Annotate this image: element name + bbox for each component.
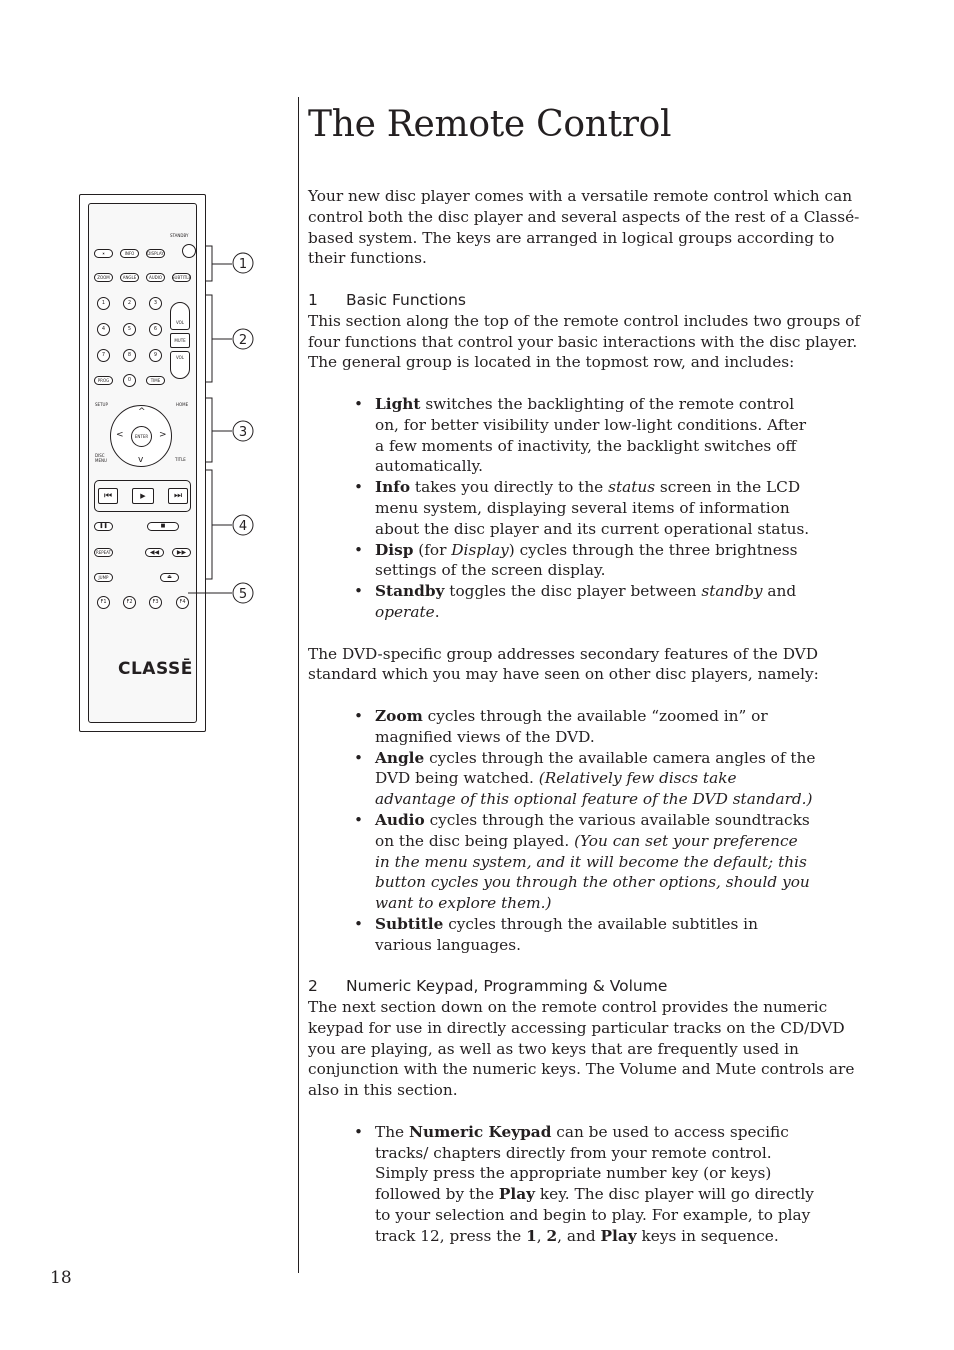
rewind-icon: ◀◀: [149, 548, 160, 556]
digit-7-button: 7: [97, 349, 110, 362]
section-2-number: 2: [308, 977, 318, 996]
info-button: INFO: [120, 249, 139, 258]
callout-circle-5: [233, 583, 253, 603]
list-item-subtitle: • Subtitle cycles through the available subtitles in various languages.: [346, 914, 816, 956]
digit-1-button: 1: [97, 297, 110, 310]
dvd-functions-list: [346, 706, 816, 956]
volume-up-button: VOL: [170, 302, 190, 330]
standby-button: [182, 244, 196, 258]
bracket-section-4: [206, 470, 212, 579]
section-1-intro: This section along the top of the remote control includes two groups of four functions that control your basic interactions with the disc player. The general group is located in the topmost row, and includes:: [308, 311, 861, 372]
page-number: 18: [50, 1268, 72, 1288]
body-text: [308, 186, 868, 1247]
bracket-section-3: [206, 398, 212, 462]
angle-button: ANGLE: [120, 273, 139, 282]
skip-previous-icon: ⏮: [103, 490, 113, 501]
f4-button: F4: [176, 596, 189, 609]
list-item-angle: • Angle cycles through the available camera angles of the DVD being watched. (Relatively few discs take advantage of this optional feature of the DVD standard.): [346, 748, 816, 810]
list-item-disp: • Disp (for Display) cycles through the three brightness settings of the screen display.: [346, 540, 816, 582]
callout-circle-3: [233, 421, 253, 441]
f2-button: F2: [123, 596, 136, 609]
classe-logo: CLASSĒ: [118, 659, 193, 679]
digit-0-button: 0: [123, 374, 136, 387]
intro-paragraph: Your new disc player comes with a versatile remote control which can control both the disc player and several aspects of the rest of a Classé-based system. The keys are arranged in logical groups according to their functions.: [308, 187, 860, 268]
digit-9-button: 9: [149, 349, 162, 362]
dvd-group-intro: The DVD-specific group addresses secondary features of the DVD standard which you may have seen on other disc players, namely:: [308, 644, 819, 684]
enter-button: ENTER: [131, 426, 152, 447]
list-item-audio: • Audio cycles through the various available soundtracks on the disc being played. (You can set your preference in the menu system, and it will become the default; this button cycles you through the other options, should you want to explore them.): [346, 810, 816, 914]
play-button: [132, 488, 154, 504]
section-1-number: 1: [308, 290, 318, 309]
light-button: [94, 249, 113, 258]
prog-button: PROG: [94, 376, 113, 385]
general-functions-list: [346, 394, 816, 623]
mute-button: MUTE: [170, 333, 190, 348]
jump-button: JUMP: [94, 573, 113, 582]
audio-button: AUDIO: [146, 273, 165, 282]
digit-6-button: 6: [149, 323, 162, 336]
stop-button: [147, 522, 179, 531]
zoom-button: ZOOM: [94, 273, 113, 282]
section-2-heading: [308, 976, 868, 997]
setup-label: SETUP: [95, 402, 108, 407]
eject-icon: ⏏: [167, 574, 172, 580]
title-label: TITLE: [175, 457, 186, 462]
list-item-zoom: • Zoom cycles through the available “zoomed in” or magnified views of the DVD.: [346, 706, 816, 748]
arrow-left-icon: <: [116, 430, 124, 440]
remote-control-illustration: [79, 194, 206, 732]
subtitle-button: SUBTITLE: [172, 273, 191, 282]
play-icon: ▶: [140, 491, 146, 500]
arrow-up-icon: ^: [138, 407, 146, 417]
section-2-intro: The next section down on the remote control provides the numeric keypad for use in directly accessing particular tracks on the CD/DVD you are playing, as well as two keys that are frequently used in conjunction with the numeric keys. The Volume and Mute controls are also in this section.: [308, 998, 855, 1100]
pause-icon: ❚❚: [99, 523, 108, 529]
section-1-heading: [308, 290, 868, 311]
eject-button: [160, 573, 179, 582]
callout-circle-2: [233, 329, 253, 349]
callout-circle-4: [233, 515, 253, 535]
display-button: DISPLAY: [146, 249, 165, 258]
callout-number-3: 3: [238, 425, 248, 440]
pause-button: [94, 522, 113, 531]
volume-down-button: VOL: [170, 351, 190, 379]
section-1-title: Basic Functions: [346, 290, 466, 309]
arrow-down-icon: v: [138, 455, 144, 465]
digit-8-button: 8: [123, 349, 136, 362]
callout-number-2: 2: [238, 333, 248, 348]
fast-forward-button: [172, 548, 191, 557]
f3-button: F3: [149, 596, 162, 609]
previous-button: [98, 488, 118, 504]
numeric-keypad-list: [346, 1122, 816, 1247]
disc-menu-label: DISC MENU: [95, 453, 107, 463]
time-button: TIME: [146, 376, 165, 385]
list-item-numeric-keypad: • The Numeric Keypad can be used to access specific tracks/ chapters directly from your remote control. Simply press the appropriate number key (or keys) followed by the Play key. The disc player will go directly to your selection and begin to play. For example, to play track 12, press the 1, 2, and Play keys in sequence.: [346, 1122, 816, 1247]
fast-forward-icon: ▶▶: [176, 548, 187, 556]
callout-number-1: 1: [238, 257, 248, 272]
digit-3-button: 3: [149, 297, 162, 310]
arrow-right-icon: >: [159, 430, 167, 440]
rewind-button: [145, 548, 164, 557]
callout-circle-1: [233, 253, 253, 273]
skip-next-icon: ⏭: [173, 490, 183, 501]
repeat-button: REPEAT: [94, 548, 113, 557]
light-icon: ☀: [101, 250, 106, 256]
remote-body: [88, 203, 197, 723]
home-label: HOME: [176, 402, 189, 407]
section-2-title: Numeric Keypad, Programming & Volume: [346, 977, 668, 996]
list-item-standby: • Standby toggles the disc player between standby and operate.: [346, 581, 816, 623]
bracket-section-1: [206, 246, 212, 281]
next-button: [168, 488, 188, 504]
standby-label: STANDBY: [170, 233, 189, 238]
bracket-section-2: [206, 295, 212, 382]
column-divider: [298, 97, 299, 1273]
list-item-light: • Light switches the backlighting of the remote control on, for better visibility under low-light conditions. After a few moments of inactivity, the backlight switches off automatically.: [346, 394, 816, 477]
digit-2-button: 2: [123, 297, 136, 310]
callout-number-4: 4: [238, 519, 248, 534]
callout-number-5: 5: [238, 587, 248, 602]
digit-5-button: 5: [123, 323, 136, 336]
page-title: The Remote Control: [308, 104, 672, 145]
stop-icon: ■: [160, 523, 166, 529]
digit-4-button: 4: [97, 323, 110, 336]
f1-button: F1: [97, 596, 110, 609]
list-item-info: • Info takes you directly to the status screen in the LCD menu system, displaying several items of information about the disc player and its current operational status.: [346, 477, 816, 539]
